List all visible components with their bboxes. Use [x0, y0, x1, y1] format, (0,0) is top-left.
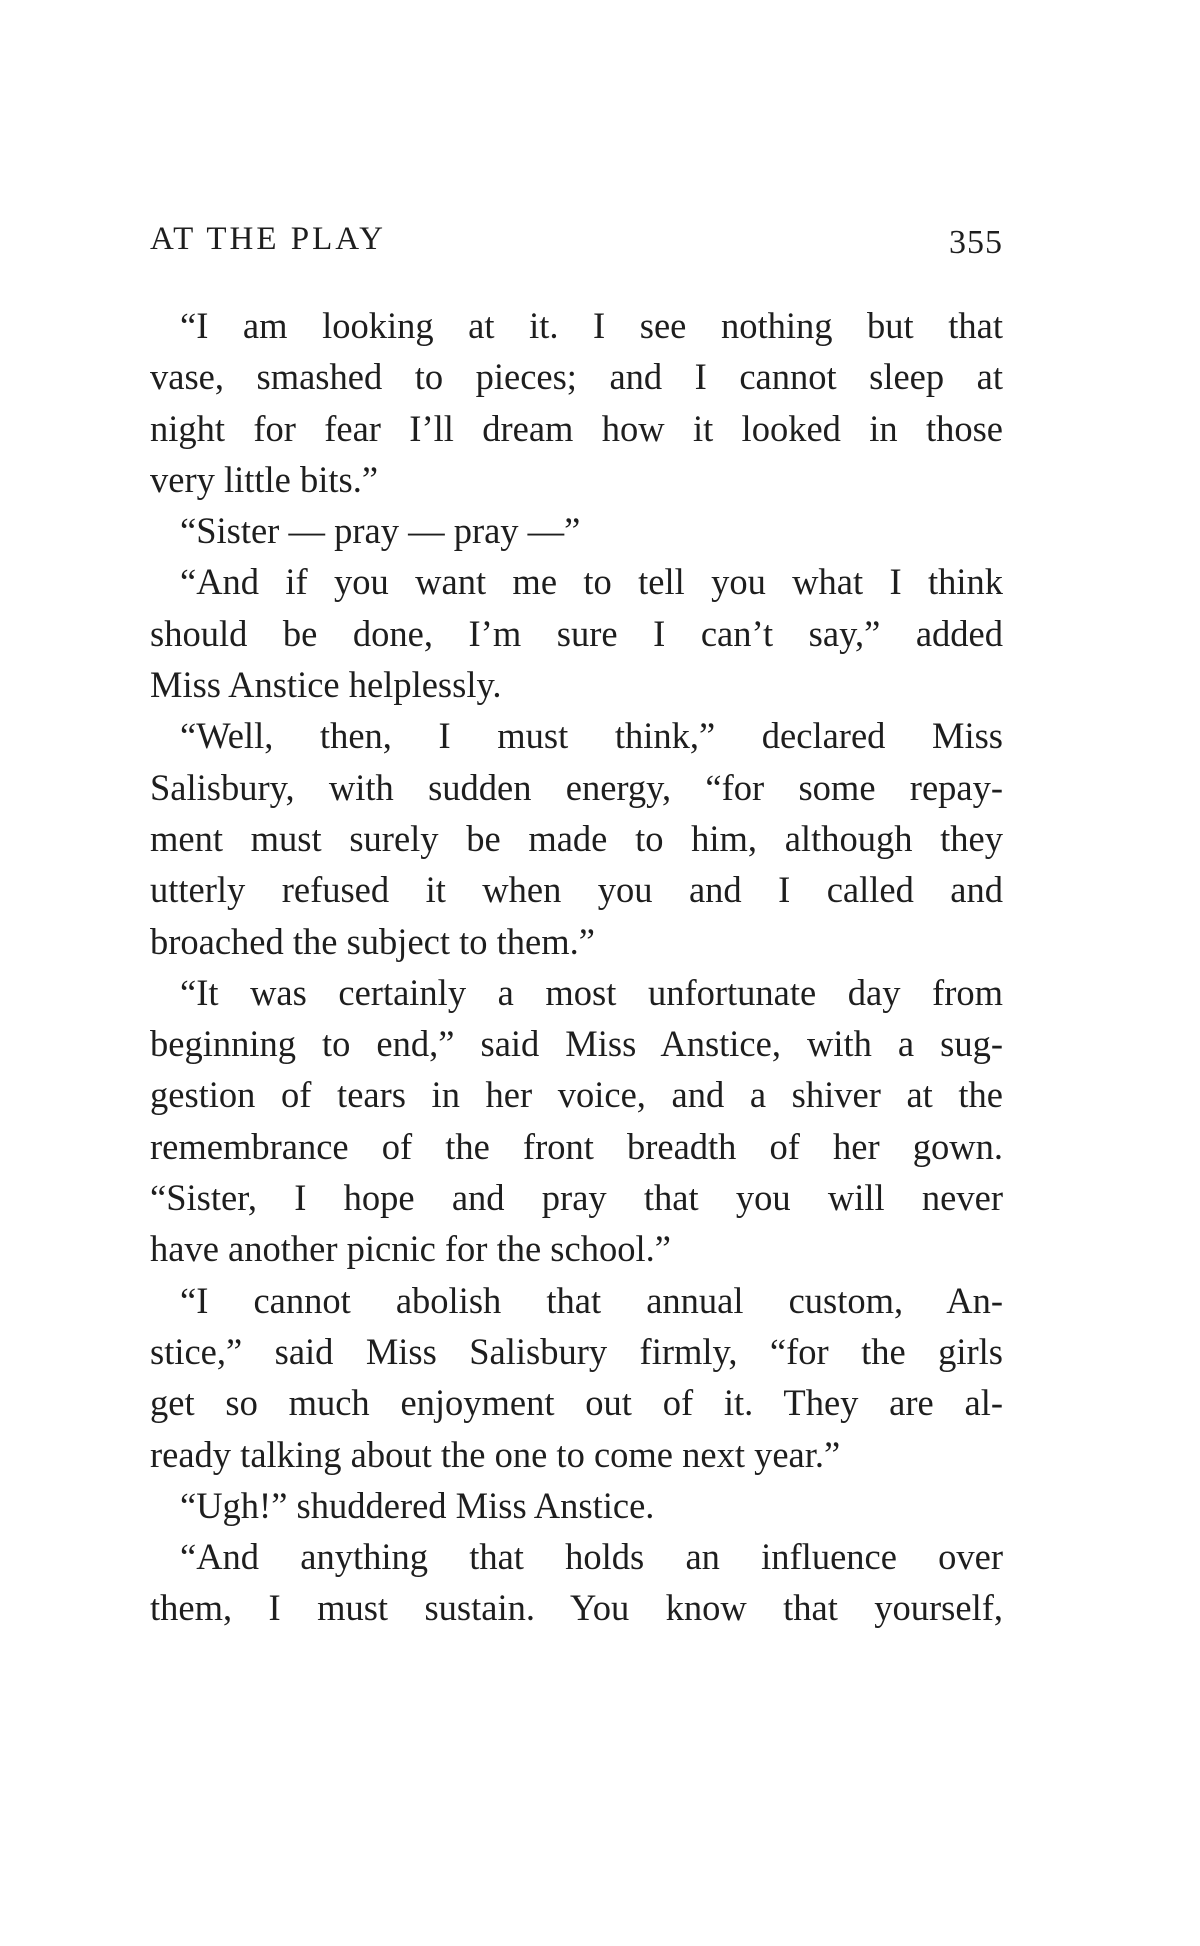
text-line: night for fear I’ll dream how it looked in those: [150, 407, 1003, 449]
text-line: “Sister, I hope and pray that you will never: [150, 1177, 1003, 1219]
text-line: Miss Anstice helplessly.: [150, 664, 502, 706]
text-line: “And anything that holds an influence over: [180, 1536, 1003, 1578]
text-line: stice,” said Miss Salisbury firmly, “for the girls: [150, 1330, 1003, 1372]
text-line: remembrance of the front breadth of her gown.: [150, 1125, 1003, 1167]
text-line: utterly refused it when you and I called and: [150, 869, 1003, 911]
text-line: “And if you want me to tell you what I think: [180, 561, 1003, 603]
running-head: [150, 214, 1003, 264]
text-line: beginning to end,” said Miss Anstice, with a sug-: [150, 1023, 1003, 1065]
text-line: “I cannot abolish that annual custom, An-: [180, 1279, 1003, 1321]
text-line: get so much enjoyment out of it. They are al-: [150, 1382, 1003, 1424]
text-line: ment must surely be made to him, although they: [150, 817, 1003, 859]
text-line: “I am looking at it. I see nothing but that: [180, 305, 1003, 346]
text-line: have another picnic for the school.”: [150, 1228, 671, 1270]
text-line: broached the subject to them.”: [150, 920, 595, 962]
text-line: “It was certainly a most unfortunate day from: [180, 971, 1003, 1013]
text-line: very little bits.”: [150, 458, 379, 500]
text-line: ready talking about the one to come next year.”: [150, 1433, 841, 1475]
text-line: them, I must sustain. You know that yourself,: [150, 1587, 1003, 1629]
text-line: “Well, then, I must think,” declared Miss: [180, 715, 1003, 757]
text-line: “Ugh!” shuddered Miss Anstice.: [180, 1484, 655, 1526]
text-line: gestion of tears in her voice, and a shiver at the: [150, 1074, 1003, 1116]
text-line: Salisbury, with sudden energy, “for some repay-: [150, 766, 1003, 808]
text-line: should be done, I’m sure I can’t say,” added: [150, 612, 1003, 654]
text-line: “Sister — pray — pray —”: [180, 510, 581, 552]
running-title: AT THE PLAY: [150, 221, 386, 257]
page-number: 355: [949, 224, 1003, 261]
text-body: [150, 300, 1003, 1634]
text-line: vase, smashed to pieces; and I cannot sleep at: [150, 356, 1003, 398]
